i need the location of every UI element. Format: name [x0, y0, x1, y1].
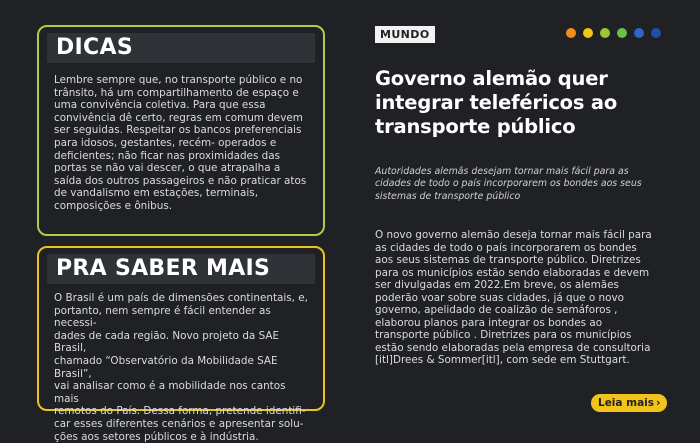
pra-saber-mais-title: PRA SABER MAIS	[47, 254, 315, 284]
dot-orange	[566, 28, 576, 38]
dot-blue	[634, 28, 644, 38]
pra-saber-mais-text: O Brasil é um país de dimensões continentais, e, portanto, nem sempre é fácil entender as necessi- dades de cada região. Novo projeto da SAE Brasil, chamado “Observatório da Mobilidade SAE Brasil”, vai analisar como é a mobilidade nos cantos mais remotos do País. Dessa forma, pretende identifi- car esses diferentes cenários e apresentar solu- ções aos setores públicos e à indústria.	[54, 292, 308, 443]
dot-lime	[600, 28, 610, 38]
chevron-right-icon: ›	[656, 396, 661, 409]
dot-yellow	[583, 28, 593, 38]
article-headline: Governo alemão quer integrar teleféricos ao transporte público	[375, 67, 618, 138]
dicas-text: Lembre sempre que, no transporte público e no trânsito, há um compartilhamento de espaço e uma convivência coletiva. Para que essa convivência dê certo, regras em comum devem ser seguidas. Respeitar os bancos preferenciais para idosos, gestantes, recém- operados e deficientes; não ficar nas proximidades das portas se não vai descer, o que atrapalha a saída dos outros passageiros e não praticar atos de vandalismo em estações, terminais, composições e ônibus.	[54, 74, 307, 212]
article-body: O novo governo alemão deseja tornar mais fácil para as cidades de todo o país incorporarem os bondes aos seus sistemas de transporte público. Diretrizes para os municípios estão sendo elaboradas e devem ser divulgadas em 2022.Em breve, os alemães poderão voar sobre suas cidades, já que o novo governo, apelidado de coalizão de semáforos , elaborou planos para integrar os bondes ao transporte público . Diretrizes para os municípios estão sendo elaboradas pela empresa de consultoria [itl]Drees & Sommer[itl], com sede em Stuttgart.	[375, 229, 652, 366]
section-tag: MUNDO	[375, 26, 435, 43]
pra-saber-mais-box	[37, 246, 325, 443]
dicas-title: DICAS	[47, 33, 315, 63]
article-subtitle: Autoridades alemãs desejam tornar mais fácil para as cidades de todo o país incorporarem os bondes aos seus sistemas de transporte público	[375, 166, 642, 202]
dot-green	[617, 28, 627, 38]
read-more-button[interactable]	[591, 394, 667, 412]
read-more-label: Leia mais	[598, 397, 655, 409]
dicas-box	[37, 25, 325, 236]
dot-dark-blue	[651, 28, 661, 38]
